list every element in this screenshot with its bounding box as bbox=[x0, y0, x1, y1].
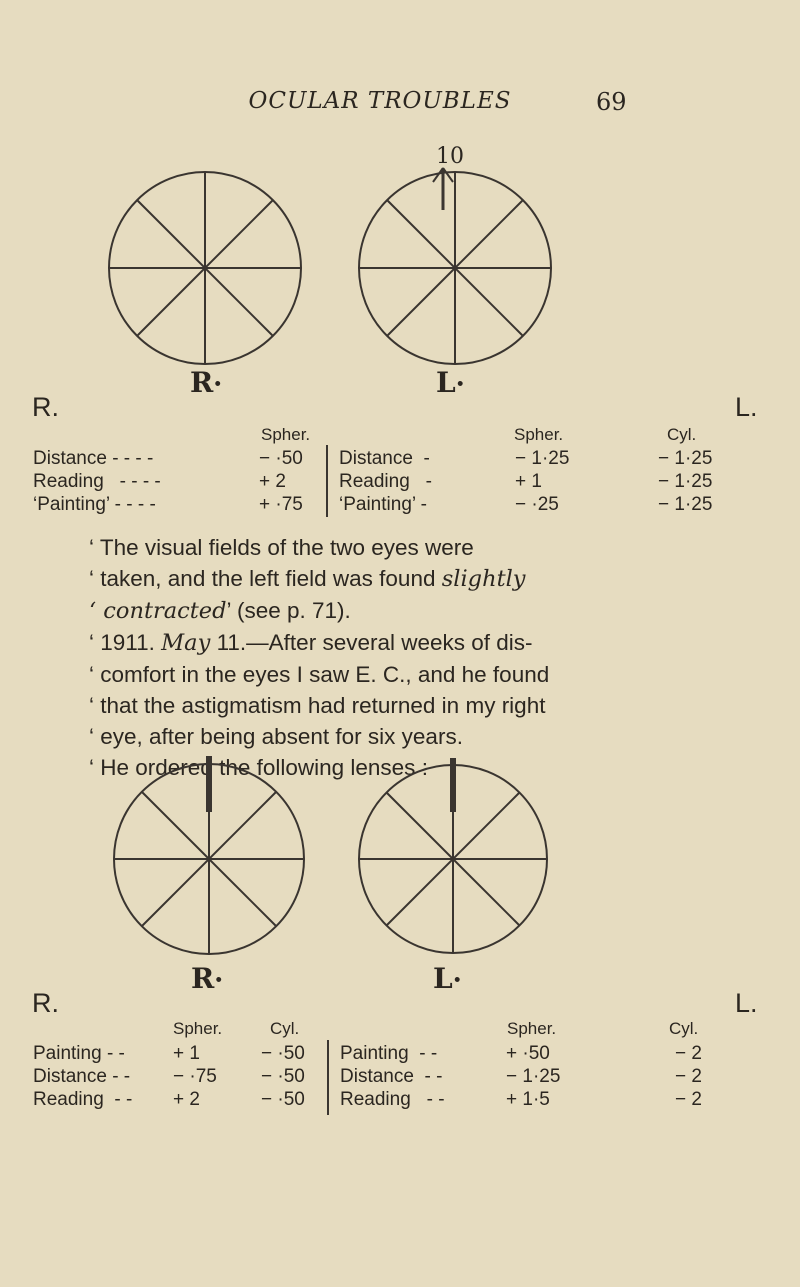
rx-label: Reading - - bbox=[33, 1089, 133, 1110]
rx-label: Reading - - - - bbox=[33, 471, 161, 492]
rx-spher: − 1·25 bbox=[515, 448, 570, 469]
rx-spher: + 1 bbox=[173, 1043, 200, 1064]
rx-spher: + ·75 bbox=[259, 494, 303, 515]
rx-spher: + 1 bbox=[515, 471, 542, 492]
col-header-spher: Spher. bbox=[173, 1019, 223, 1038]
axis-label-10: 10 bbox=[436, 144, 464, 169]
text-line: ‘ He ordered the following lenses : bbox=[89, 755, 428, 780]
rx-label: ‘Painting’ - - - - bbox=[33, 494, 156, 515]
table-divider bbox=[327, 1040, 329, 1115]
text-line: ‘ The visual fields of the two eyes were bbox=[89, 535, 474, 560]
left-side-letter: L. bbox=[735, 392, 758, 422]
rx-spher: − ·25 bbox=[515, 494, 559, 515]
rx-label: Painting - - bbox=[340, 1043, 438, 1064]
col-header-cyl: Cyl. bbox=[270, 1019, 300, 1038]
rx-spher: + 2 bbox=[173, 1089, 200, 1110]
right-side-letter: R. bbox=[32, 392, 59, 422]
text-line: ‘ eye, after being absent for six years. bbox=[89, 724, 463, 749]
text-line: ‘ comfort in the eyes I saw E. C., and he found bbox=[89, 662, 550, 687]
page-number: 69 bbox=[596, 88, 627, 116]
rx-cyl: − 2 bbox=[675, 1066, 702, 1087]
rx-spher: − ·50 bbox=[259, 448, 303, 469]
left-eye-mark: L• bbox=[433, 962, 462, 995]
italic-text: slightly bbox=[441, 566, 526, 592]
rx-cyl: − 1·25 bbox=[658, 448, 713, 469]
rx-row bbox=[340, 1088, 760, 1111]
rx-row bbox=[33, 1042, 323, 1065]
rx-row bbox=[340, 1042, 760, 1065]
rx-label: Reading - bbox=[339, 471, 432, 492]
rx-cyl: − ·50 bbox=[261, 1043, 305, 1064]
right-eye-mark: R• bbox=[190, 366, 223, 399]
left-eye-mark: L• bbox=[436, 366, 465, 399]
rx-label: Distance - - bbox=[340, 1066, 443, 1087]
rx-label: ‘Painting’ - bbox=[339, 494, 428, 515]
rx-cyl: − 1·25 bbox=[658, 471, 713, 492]
col-header-spher: Spher. bbox=[514, 425, 564, 444]
rx-spher: − ·75 bbox=[173, 1066, 217, 1087]
rx-table-left-2 bbox=[340, 1042, 760, 1111]
rx-cyl: − 2 bbox=[675, 1089, 702, 1110]
text-line: ‘ taken, and the left field was found slightly bbox=[89, 566, 526, 592]
rx-spher: + 1·5 bbox=[506, 1089, 550, 1110]
rx-row bbox=[340, 1065, 760, 1088]
running-title: OCULAR TROUBLES bbox=[248, 88, 512, 114]
col-header-cyl: Cyl. bbox=[669, 1019, 699, 1038]
left-side-letter: L. bbox=[735, 988, 758, 1018]
rx-cyl: − ·50 bbox=[261, 1089, 305, 1110]
rx-row bbox=[33, 1088, 323, 1111]
right-side-letter: R. bbox=[32, 988, 59, 1018]
text-line: ‘ 1911. May 11.—After several weeks of dis- bbox=[89, 630, 533, 656]
italic-text: ‘ contracted bbox=[89, 598, 227, 624]
col-header-spher: Spher. bbox=[261, 425, 311, 444]
rx-label: Distance - - bbox=[33, 1066, 131, 1087]
rx-spher: + ·50 bbox=[506, 1043, 550, 1064]
text-line: ‘ that the astigmatism had returned in my right bbox=[89, 693, 546, 718]
rx-cyl: − ·50 bbox=[261, 1066, 305, 1087]
rx-label: Distance - - - - bbox=[33, 448, 154, 469]
text-line: ‘ contracted’ (see p. 71). bbox=[89, 598, 351, 624]
rx-table-right-2 bbox=[33, 1042, 323, 1111]
rx-row bbox=[33, 1065, 323, 1088]
col-header-cyl: Cyl. bbox=[667, 425, 697, 444]
rx-label: Painting - - bbox=[33, 1043, 125, 1064]
rx-label: Reading - - bbox=[340, 1089, 445, 1110]
rx-cyl: − 2 bbox=[675, 1043, 702, 1064]
italic-text: May bbox=[161, 630, 211, 656]
rx-spher: + 2 bbox=[259, 471, 286, 492]
right-eye-mark: R• bbox=[191, 962, 224, 995]
rx-label: Distance - bbox=[339, 448, 430, 469]
rx-cyl: − 1·25 bbox=[658, 494, 713, 515]
rx-spher: − 1·25 bbox=[506, 1066, 561, 1087]
col-header-spher: Spher. bbox=[507, 1019, 557, 1038]
